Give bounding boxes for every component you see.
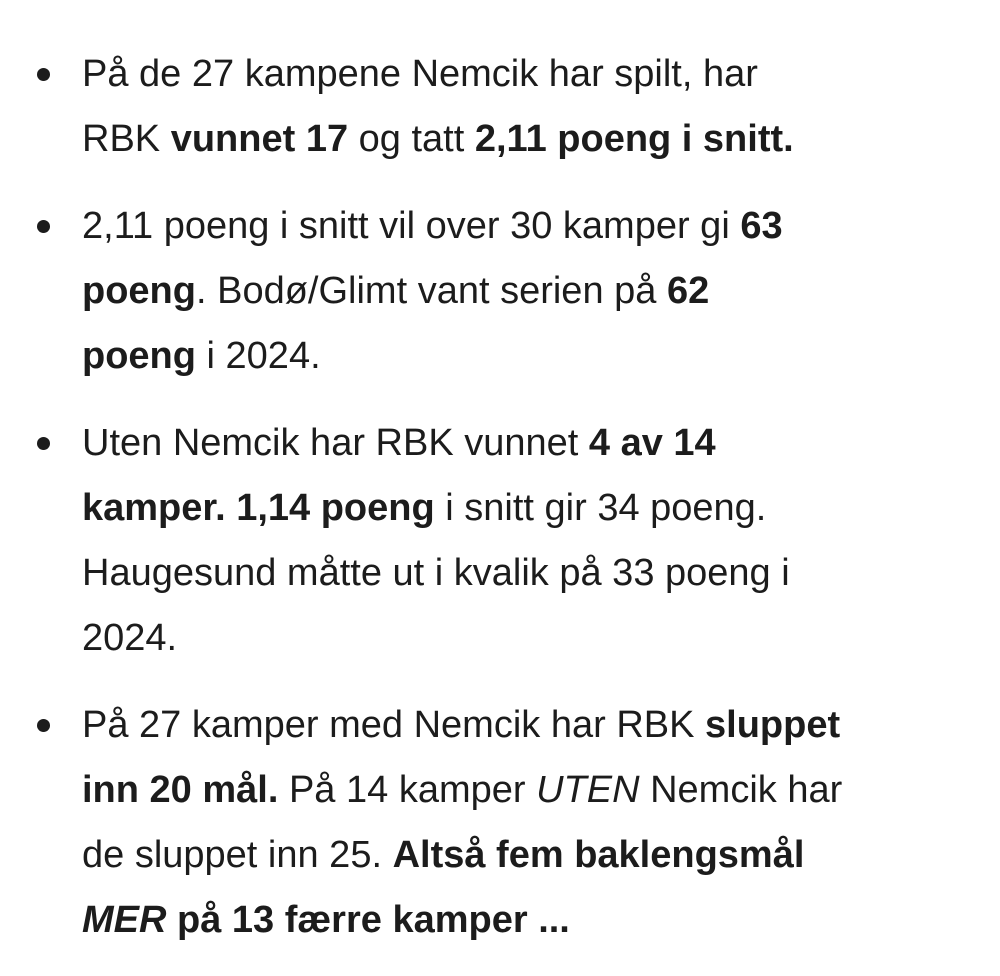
- body-text: . Bodø/Glimt vant serien på: [195, 270, 667, 312]
- text-line: [82, 693, 962, 758]
- body-text: På 27 kamper med Nemcik har RBK: [82, 704, 706, 746]
- strong-text: 2,11 poeng i snitt.: [474, 118, 794, 160]
- text-line: [82, 411, 962, 476]
- bullet-item: [82, 693, 962, 953]
- strong-text: inn 20 mål.: [82, 769, 279, 811]
- text-line: [82, 259, 962, 324]
- bullet-dot-icon: [37, 68, 50, 81]
- body-text: På de 27 kampene Nemcik har spilt, har: [82, 53, 758, 95]
- strong-text: sluppet: [705, 704, 841, 746]
- strong-text: [82, 899, 166, 941]
- bullet-dot-icon: [37, 719, 50, 732]
- text-line: [82, 888, 962, 953]
- strong-text: 4 av 14: [588, 422, 716, 464]
- body-text: og tatt: [348, 118, 475, 160]
- body-text: Uten Nemcik har RBK vunnet: [82, 422, 589, 464]
- body-text: 2024.: [82, 617, 178, 659]
- body-text: På 14 kamper: [278, 769, 537, 811]
- text-line: [82, 42, 962, 107]
- text-line: [82, 324, 962, 389]
- bullet-dot-icon: [37, 437, 50, 450]
- body-text: Haugesund måtte ut i kvalik på 33 poeng i: [82, 552, 790, 594]
- strong-text: vunnet 17: [170, 118, 349, 160]
- bullet-item: [82, 194, 962, 389]
- text-line: [82, 541, 962, 606]
- bullet-item: [82, 42, 962, 172]
- body-text: 2,11 poeng i snitt vil over 30 kamper gi: [82, 205, 741, 247]
- strong-text: poeng: [82, 335, 196, 377]
- text-line: [82, 107, 962, 172]
- text-line: [82, 823, 962, 888]
- strong-text: 63: [740, 205, 783, 247]
- emphasis-text: UTEN: [536, 769, 640, 811]
- strong-text: kamper. 1,14 poeng: [82, 487, 435, 529]
- text-line: [82, 476, 962, 541]
- strong-text: Altså fem baklengsmål: [392, 834, 805, 876]
- bullet-list: [82, 42, 962, 975]
- body-text: de sluppet inn 25.: [82, 834, 393, 876]
- strong-text: poeng: [82, 270, 196, 312]
- strong-text: på 13 færre kamper ...: [166, 899, 570, 941]
- emphasis-text: MER: [82, 899, 167, 941]
- strong-text: 62: [666, 270, 710, 312]
- bullet-item: [82, 411, 962, 671]
- bullet-dot-icon: [37, 220, 50, 233]
- text-line: [82, 758, 962, 823]
- body-text: Nemcik har: [639, 769, 843, 811]
- body-text: i snitt gir 34 poeng.: [434, 487, 767, 529]
- body-text: RBK: [82, 118, 171, 160]
- text-line: [82, 194, 962, 259]
- body-text: i 2024.: [195, 335, 321, 377]
- text-line: [82, 606, 962, 671]
